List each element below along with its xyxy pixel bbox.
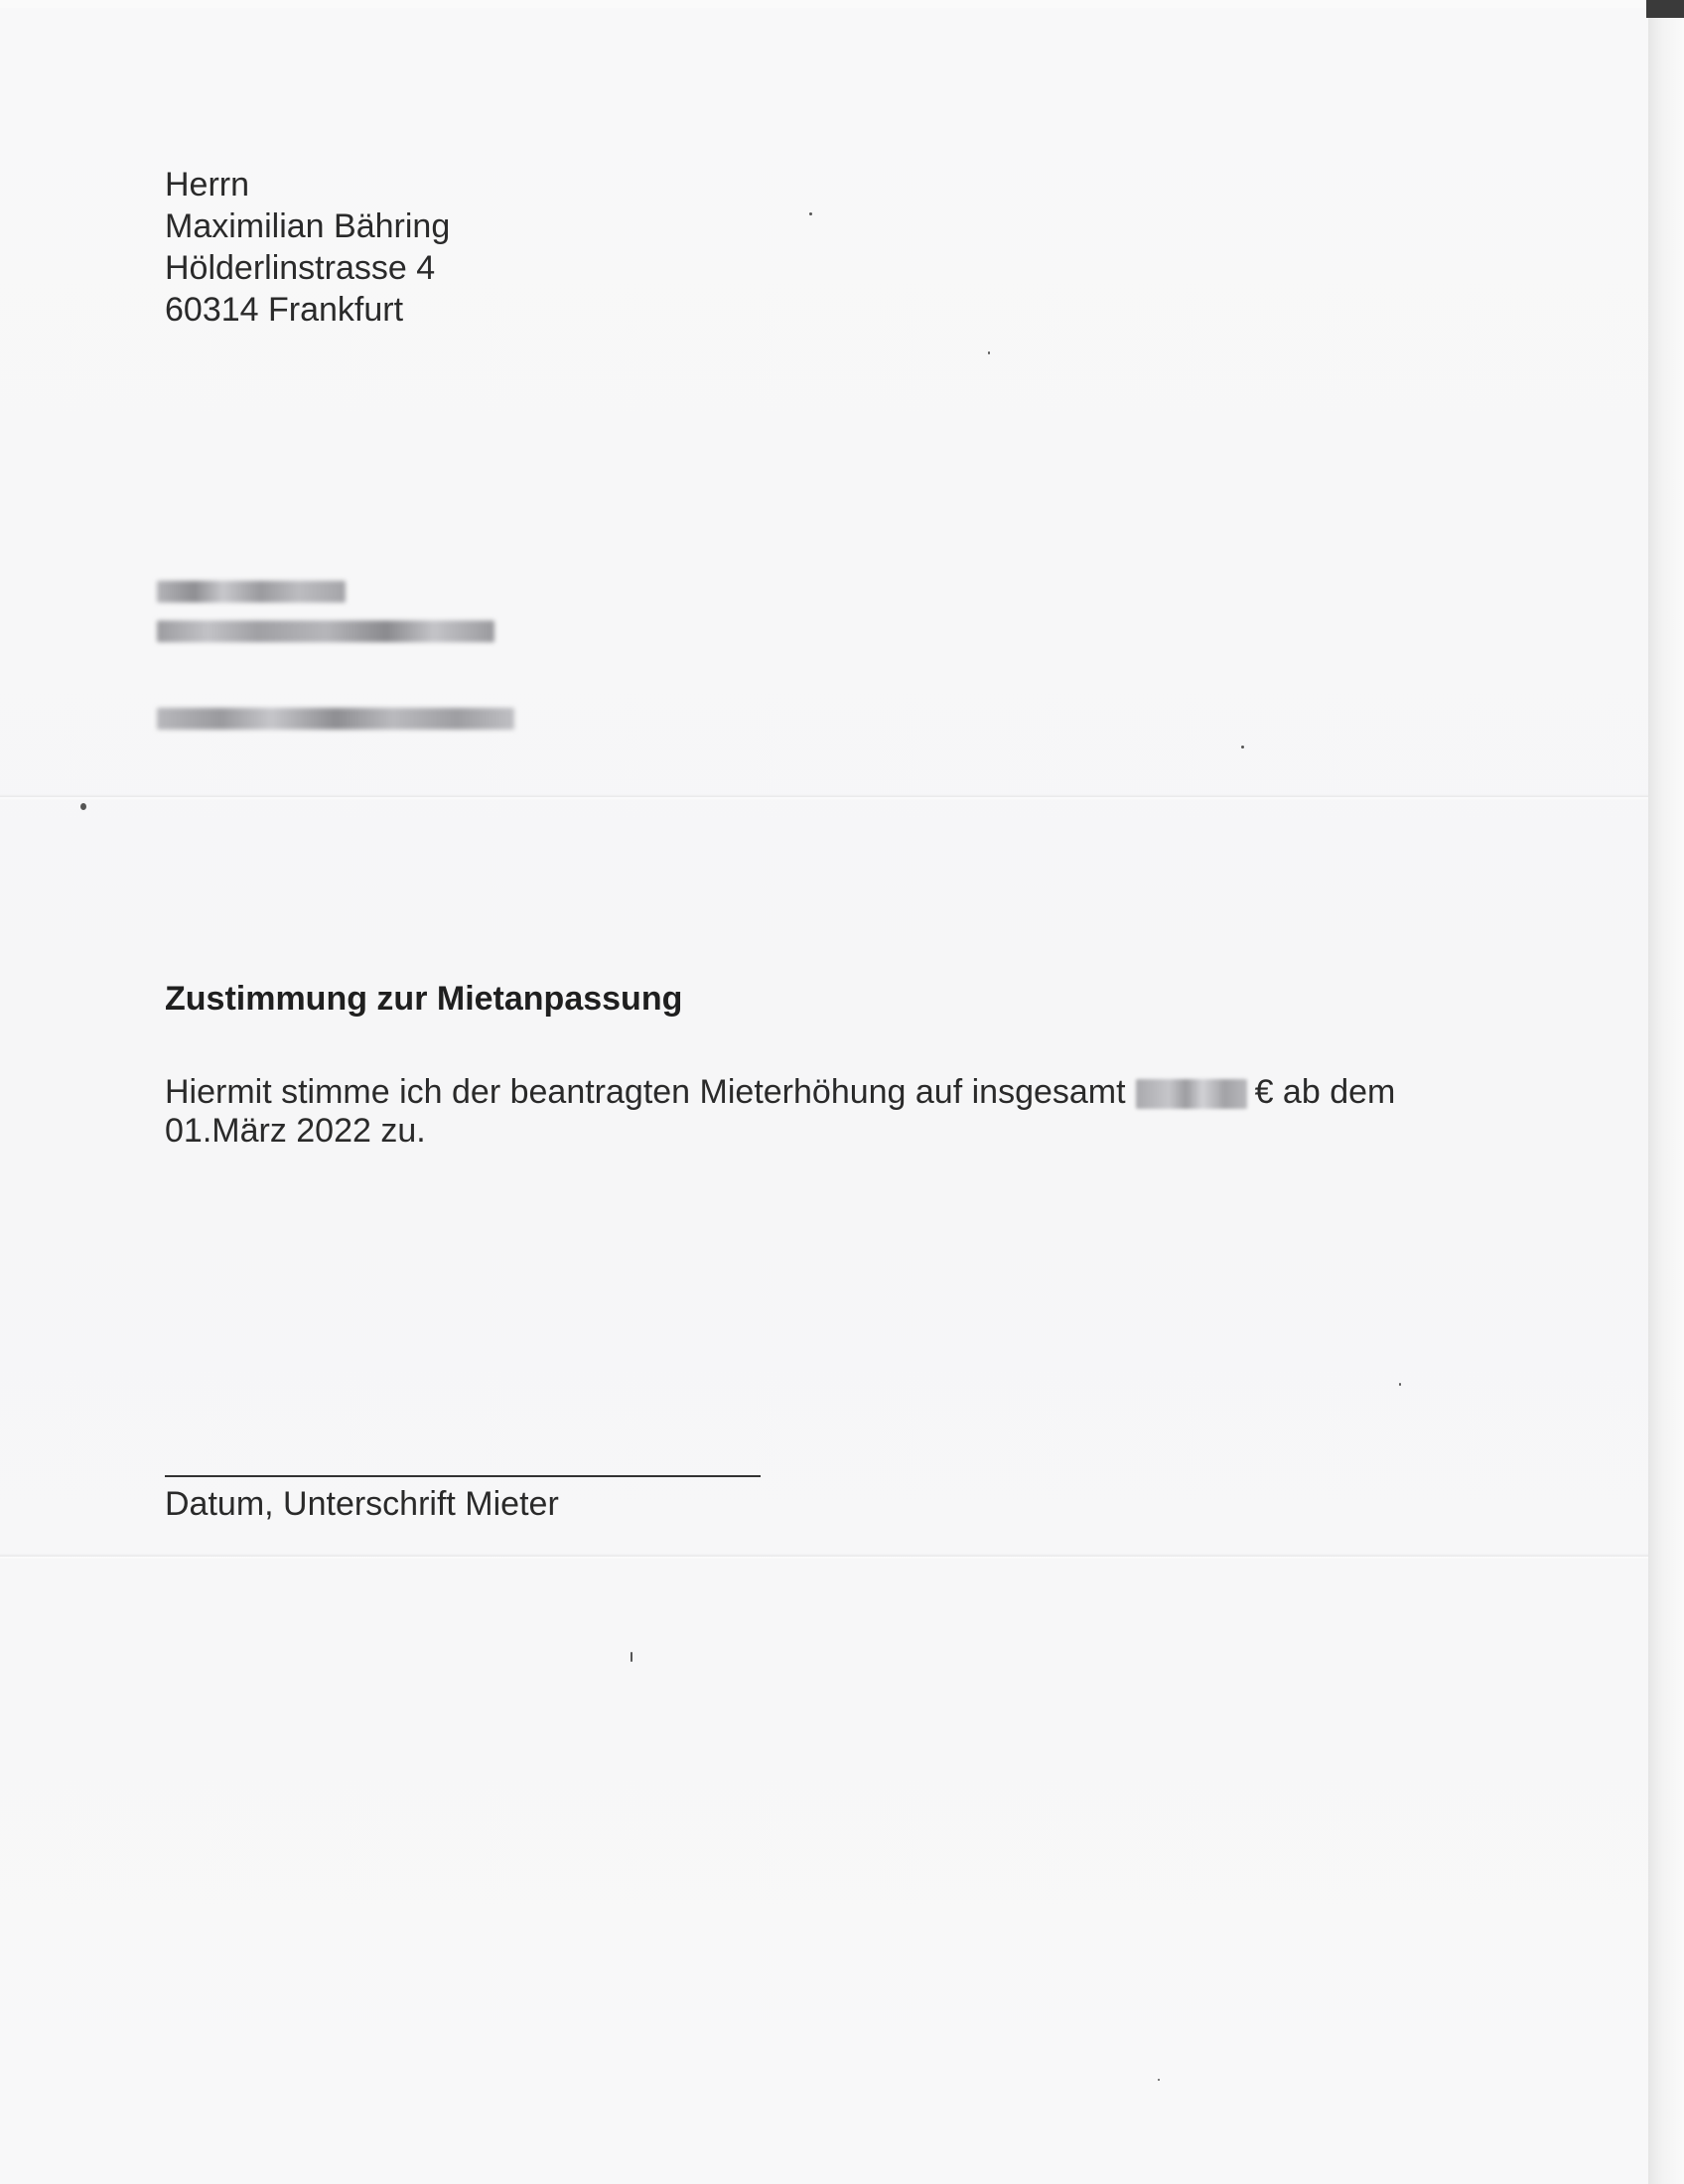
paper-edge [1648, 0, 1684, 2184]
dust-speck [80, 803, 86, 810]
signature-label: Datum, Unterschrift Mieter [165, 1485, 559, 1523]
signature-line [165, 1475, 761, 1477]
dust-speck [1158, 2079, 1160, 2081]
body-line-1 [165, 1071, 1395, 1113]
recipient-salutation: Herrn [165, 166, 250, 204]
letter-subject: Zustimmung zur Mietanpassung [165, 980, 683, 1018]
redacted-line [157, 581, 346, 603]
paper-fold [0, 1554, 1648, 1560]
recipient-address [165, 164, 450, 331]
recipient-city: 60314 Frankfurt [165, 291, 404, 329]
body-line-2: 01.März 2022 zu. [165, 1112, 426, 1150]
recipient-street: Hölderlinstrasse 4 [165, 249, 436, 287]
dust-speck [631, 1652, 632, 1662]
body-text-before-amount: Hiermit stimme ich der beantragten Mieterhöhung auf insgesamt [165, 1073, 1126, 1111]
redacted-line [157, 620, 494, 642]
dust-speck [1241, 746, 1244, 749]
dust-speck [988, 351, 990, 354]
dust-speck [1399, 1383, 1401, 1386]
redacted-line [157, 708, 514, 730]
recipient-name: Maximilian Bähring [165, 207, 451, 245]
dust-speck [809, 212, 812, 215]
redacted-amount [1136, 1079, 1247, 1109]
paper-fold [0, 794, 1648, 800]
body-text-after-amount: € ab dem [1254, 1073, 1396, 1111]
redacted-sender-address [155, 581, 512, 759]
scan-border [1646, 0, 1684, 18]
